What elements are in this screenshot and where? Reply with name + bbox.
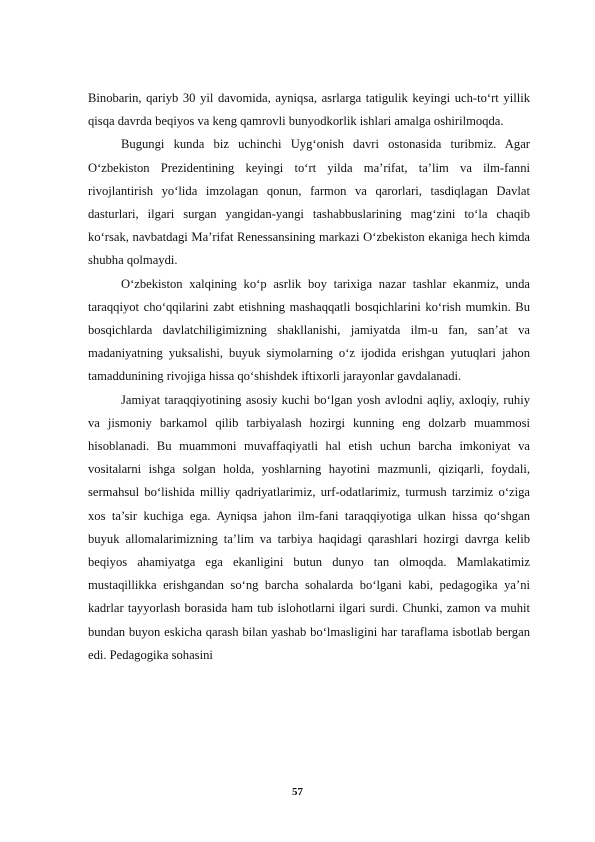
paragraph-1: Binobarin, qariyb 30 yil davomida, ayniqsa, asrlarga tatigulik keyingi uch-to‘rt yillik qisqa davrda beqiyos va keng qamrovli bunyodkorlik ishlari amalga oshirilmoqda.: [88, 91, 530, 129]
paragraph-4: Jamiyat taraqqiyotining asosiy kuchi bo‘lgan yosh avlodni aqliy, axloqiy, ruhiy va jismoniy barkamol qilib tarbiyalash hozirgi kunning eng dolzarb muammosi hisoblanadi. Bu muammoni muvaffaqiyatli hal etish uchun barcha imkoniyat va vositalarni ishga solgan holda, yoshlarning hayotini mazmunli, qiziqarli, foydali, sermahsul bo‘lishida milliy qadriyatlarimiz, urf-odatlarimiz, turmush tarzimiz o‘ziga xos ta’sir kuchiga ega. Ayniqsa jahon ilm-fani taraqqiyotiga ulkan hissa qo‘shgan buyuk allomalarimizning ta’lim va tarbiya haqidagi qarashlari hozirgi davrga kelib beqiyos ahamiyatga ega ekanligini butun dunyo tan olmoqda. Mamlakatimiz mustaqillikka erishgandan so‘ng barcha sohalarda bo‘lgani kabi, pedagogika ya’ni kadrlar tayyorlash borasida ham tub islohotlarni ilgari surdi. Chunki, zamon va muhit bundan buyon eskicha qarash bilan yashab bo‘lmasligini har taraflama isbotlab bergan edi. Pedagogika sohasini: [88, 392, 530, 662]
body-text: [88, 87, 530, 667]
paragraph-2: Bugungi kunda biz uchinchi Uyg‘onish davri ostonasida turibmiz. Agar O‘zbekiston Prezidentining keyingi to‘rt yilda ma’rifat, ta’lim va ilm-fanni rivojlantirish yo‘lida imzolagan qonun, farmon va qarorlari, tasdiqlagan Davlat dasturlari, ilgari surgan yangidan-yangi tashabbuslarining mag‘zini to‘la chaqib ko‘rsak, navbatdagi Ma’rifat Renessansining markazi O‘zbekiston ekaniga hech kimda shubha qolmaydi.: [88, 137, 530, 268]
paragraph-3: O‘zbekiston xalqining ko‘p asrlik boy tarixiga nazar tashlar ekanmiz, unda taraqqiyot cho‘qqilarini zabt etishning mashaqqatli bosqichlarini ko‘rish mumkin. Bu bosqichlarda davlatchiligimizning shakllanishi, jamiyatda ilm-u fan, san’at va madaniyatning yuksalishi, buyuk siymolarning o‘z ijodida erishgan yutuqlari jahon tamaddunining rivojiga hissa qo‘shishdek iftixorli jarayonlar gavdalanadi.: [88, 276, 530, 384]
page-number: 57: [292, 786, 303, 798]
